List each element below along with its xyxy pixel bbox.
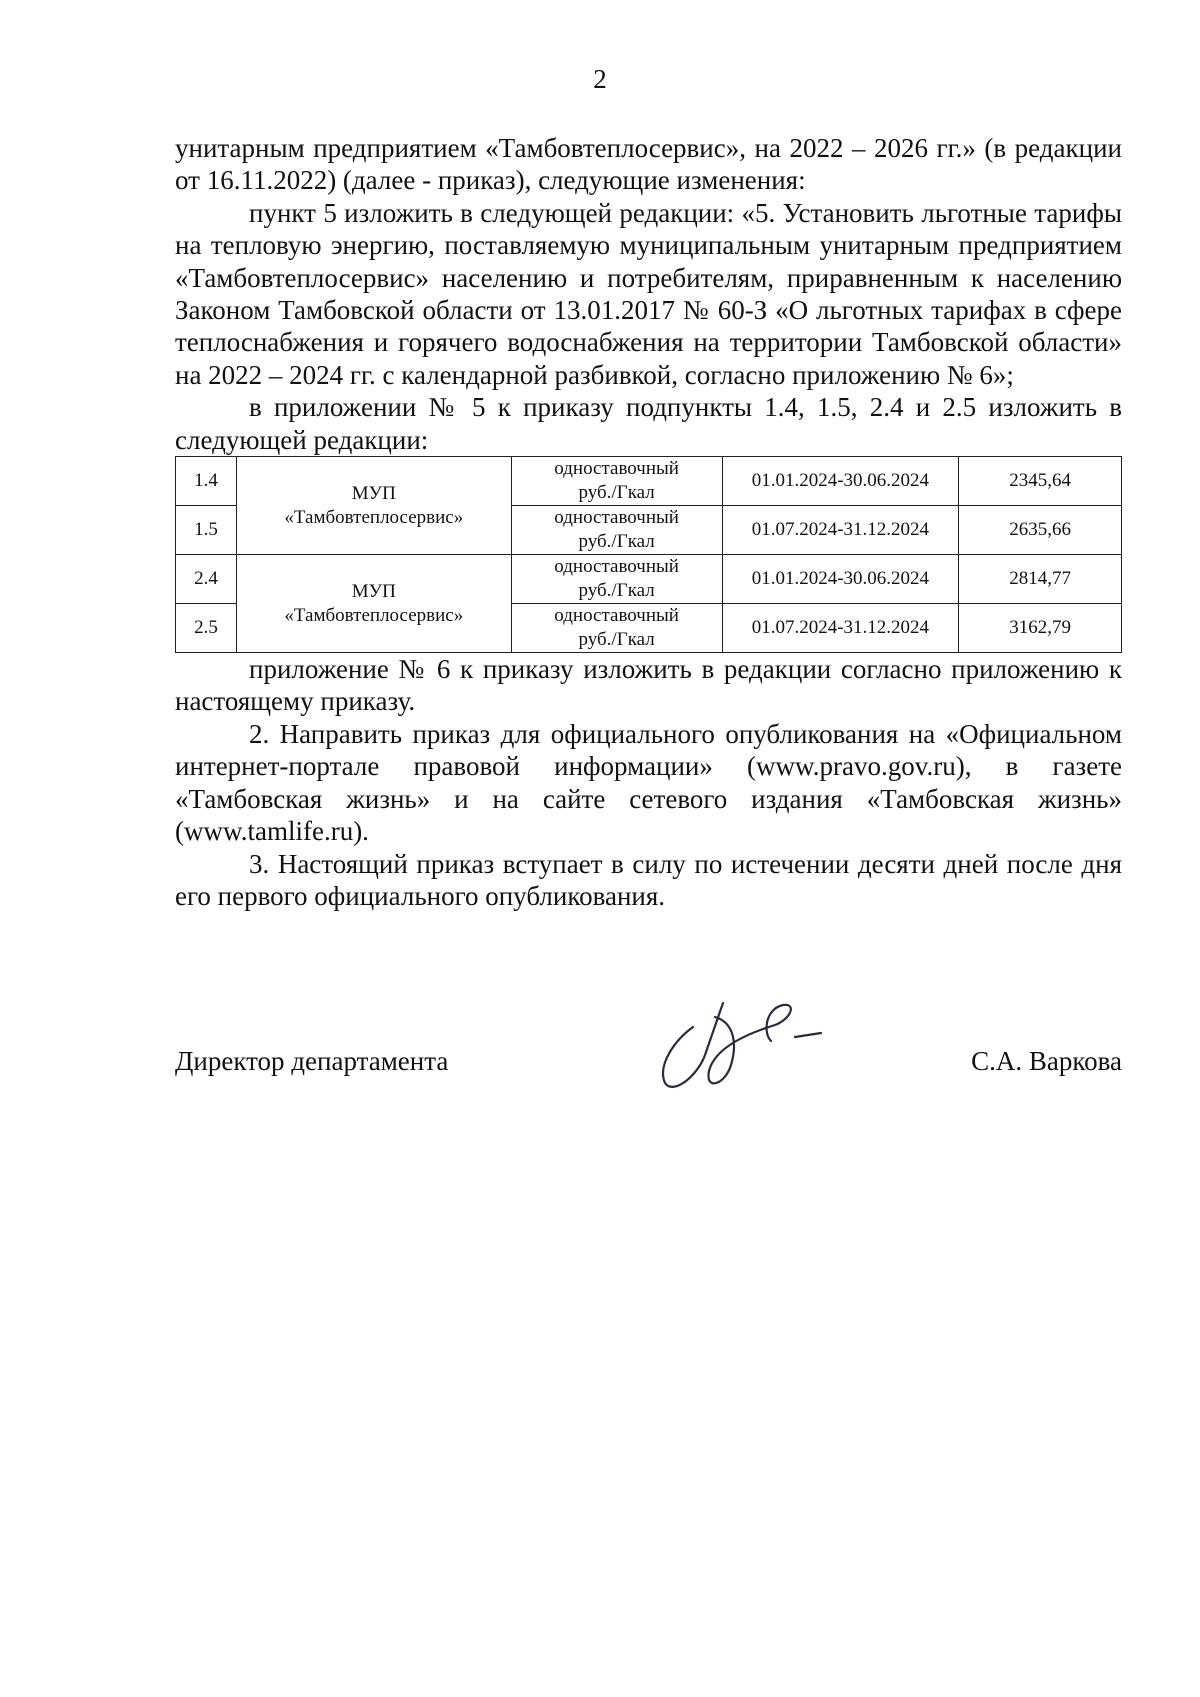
tariff-value-cell: 2814,77: [959, 555, 1122, 604]
organization-cell: [236, 555, 511, 653]
table-row: [176, 555, 1122, 604]
document-body: [175, 132, 1122, 912]
signatory-name: С.А. Варкова: [971, 1046, 1122, 1076]
tariff-unit: руб./Гкал: [578, 531, 655, 553]
tariff-value-cell: 2635,66: [959, 506, 1122, 555]
tariff-type-cell: [511, 457, 722, 506]
table-row: [176, 457, 1122, 506]
tariff-type: одноставочный: [554, 556, 679, 578]
tariff-type: одноставочный: [554, 458, 679, 480]
period-cell: 01.07.2024-31.12.2024: [722, 604, 959, 653]
paragraph-effective-date: 3. Настоящий приказ вступает в силу по истечении десяти дней после дня его первого официального опубликования.: [175, 848, 1122, 911]
paragraph-item-5: пункт 5 изложить в следующей редакции: «5. Установить льготные тарифы на тепловую энергию, поставляемую муниципальным унитарным предприятием «Тамбовтеплосервис» населению и потребителям, приравненным к населению Законом Тамбовской области от 13.01.2017 № 60-З «О льготных тарифах в сфере теплоснабжения и горячего водоснабжения на территории Тамбовской области» на 2022 – 2024 гг. с календарной разбивкой, согласно приложению № 6»;: [175, 197, 1122, 390]
row-number: 1.5: [176, 506, 237, 555]
handwritten-signature: [645, 985, 835, 1095]
organization-type: МУП: [351, 580, 396, 602]
organization-name: «Тамбовтеплосервис»: [284, 506, 464, 528]
tariff-value-cell: 2345,64: [959, 457, 1122, 506]
page-number: 2: [593, 64, 607, 94]
organization-cell: [236, 457, 511, 555]
row-number: 1.4: [176, 457, 237, 506]
tariff-unit: руб./Гкал: [578, 580, 655, 602]
tariff-type: одноставочный: [554, 605, 679, 627]
signatory-position: Директор департамента: [175, 1046, 449, 1076]
organization-type: МУП: [351, 482, 396, 504]
tariff-unit: руб./Гкал: [578, 629, 655, 651]
paragraph-publication: 2. Направить приказ для официального опубликования на «Официальном интернет-портале правовой информации» (www.pravo.gov.ru), в газете «Тамбовская жизнь» и на сайте сетевого издания «Тамбовская жизнь» (www.tamlife.ru).: [175, 718, 1122, 847]
tariff-value-cell: 3162,79: [959, 604, 1122, 653]
paragraph-appendix-6: приложение № 6 к приказу изложить в редакции согласно приложению к настоящему приказу.: [175, 654, 1122, 717]
tariff-table: [175, 456, 1122, 653]
organization-name: «Тамбовтеплосервис»: [284, 604, 464, 626]
period-cell: 01.07.2024-31.12.2024: [722, 506, 959, 555]
paragraph-intro: унитарным предприятием «Тамбовтеплосервис», на 2022 – 2026 гг.» (в редакции от 16.11.2022) (далее - приказ), следующие изменения:: [175, 133, 1122, 196]
paragraph-appendix-5: в приложении № 5 к приказу подпункты 1.4, 1.5, 2.4 и 2.5 изложить в следующей редакции:: [175, 392, 1122, 455]
tariff-unit: руб./Гкал: [578, 482, 655, 504]
tariff-type: одноставочный: [554, 507, 679, 529]
tariff-type-cell: [511, 604, 722, 653]
period-cell: 01.01.2024-30.06.2024: [722, 555, 959, 604]
row-number: 2.5: [176, 604, 237, 653]
row-number: 2.4: [176, 555, 237, 604]
tariff-type-cell: [511, 506, 722, 555]
tariff-type-cell: [511, 555, 722, 604]
period-cell: 01.01.2024-30.06.2024: [722, 457, 959, 506]
